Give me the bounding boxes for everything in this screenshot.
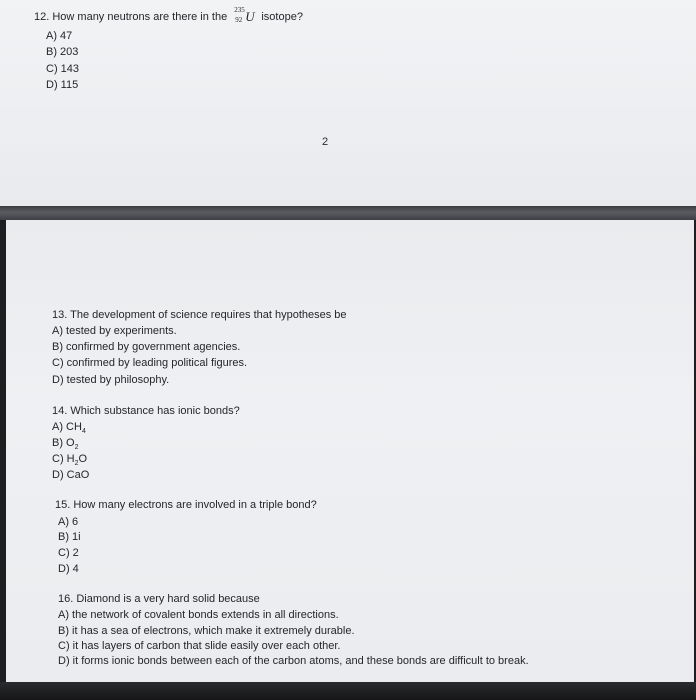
page-sheet-top <box>0 0 696 206</box>
isotope-atomic-number: 92 <box>235 16 243 24</box>
question-12-option-b: B) 203 <box>46 46 79 58</box>
isotope-symbol: U <box>245 9 255 24</box>
question-13-option-c: C) confirmed by leading political figures. <box>52 357 248 369</box>
question-13-title: 13. The development of science requires that hypotheses be <box>52 309 347 321</box>
question-14-option-d: D) CaO <box>52 469 90 481</box>
isotope-notation <box>230 6 258 25</box>
question-12-prefix: 12. How many neutrons are there in the <box>34 11 228 23</box>
question-14-option-c: C) $H_2O$ <box>52 453 88 468</box>
question-12-option-a: A) 47 <box>46 30 73 42</box>
question-13-option-a: A) tested by experiments. <box>52 325 177 337</box>
question-16-option-c: C) it has layers of carbon that slide easily over each other. <box>58 640 341 652</box>
question-12-option-c: C) 143 <box>46 63 80 75</box>
question-13-option-d: D) tested by philosophy. <box>52 374 170 386</box>
page-divider <box>0 206 696 220</box>
screen-bezel <box>0 682 696 700</box>
question-14-option-a: A) $CH_4$ <box>52 421 86 436</box>
question-15-option-a: A) 6 <box>58 516 79 528</box>
question-15-option-d: D) 4 <box>58 563 79 575</box>
question-15-title: 15. How many electrons are involved in a triple bond? <box>55 499 317 511</box>
question-16-title: 16. Diamond is a very hard solid because <box>58 593 260 605</box>
question-12-option-d: D) 115 <box>46 79 79 91</box>
question-15-option-b: B) 1i <box>58 531 81 543</box>
question-13-option-b: B) confirmed by government agencies. <box>52 341 241 353</box>
question-15-option-c: C) 2 <box>58 547 79 559</box>
isotope-mass-number: 235 <box>234 6 245 14</box>
question-12-suffix: isotope? <box>261 11 303 23</box>
question-16-option-d: D) it forms ionic bonds between each of the carbon atoms, and these bonds are difficult to break. <box>58 655 529 667</box>
question-16-option-b: B) it has a sea of electrons, which make it extremely durable. <box>58 625 355 637</box>
page-number: 2 <box>322 136 329 148</box>
question-14-title: 14. Which substance has ionic bonds? <box>52 405 240 417</box>
question-14-option-b: B) $O_2$ <box>52 437 79 452</box>
question-16-option-a: A) the network of covalent bonds extends in all directions. <box>58 609 339 621</box>
question-12-title <box>34 6 303 25</box>
